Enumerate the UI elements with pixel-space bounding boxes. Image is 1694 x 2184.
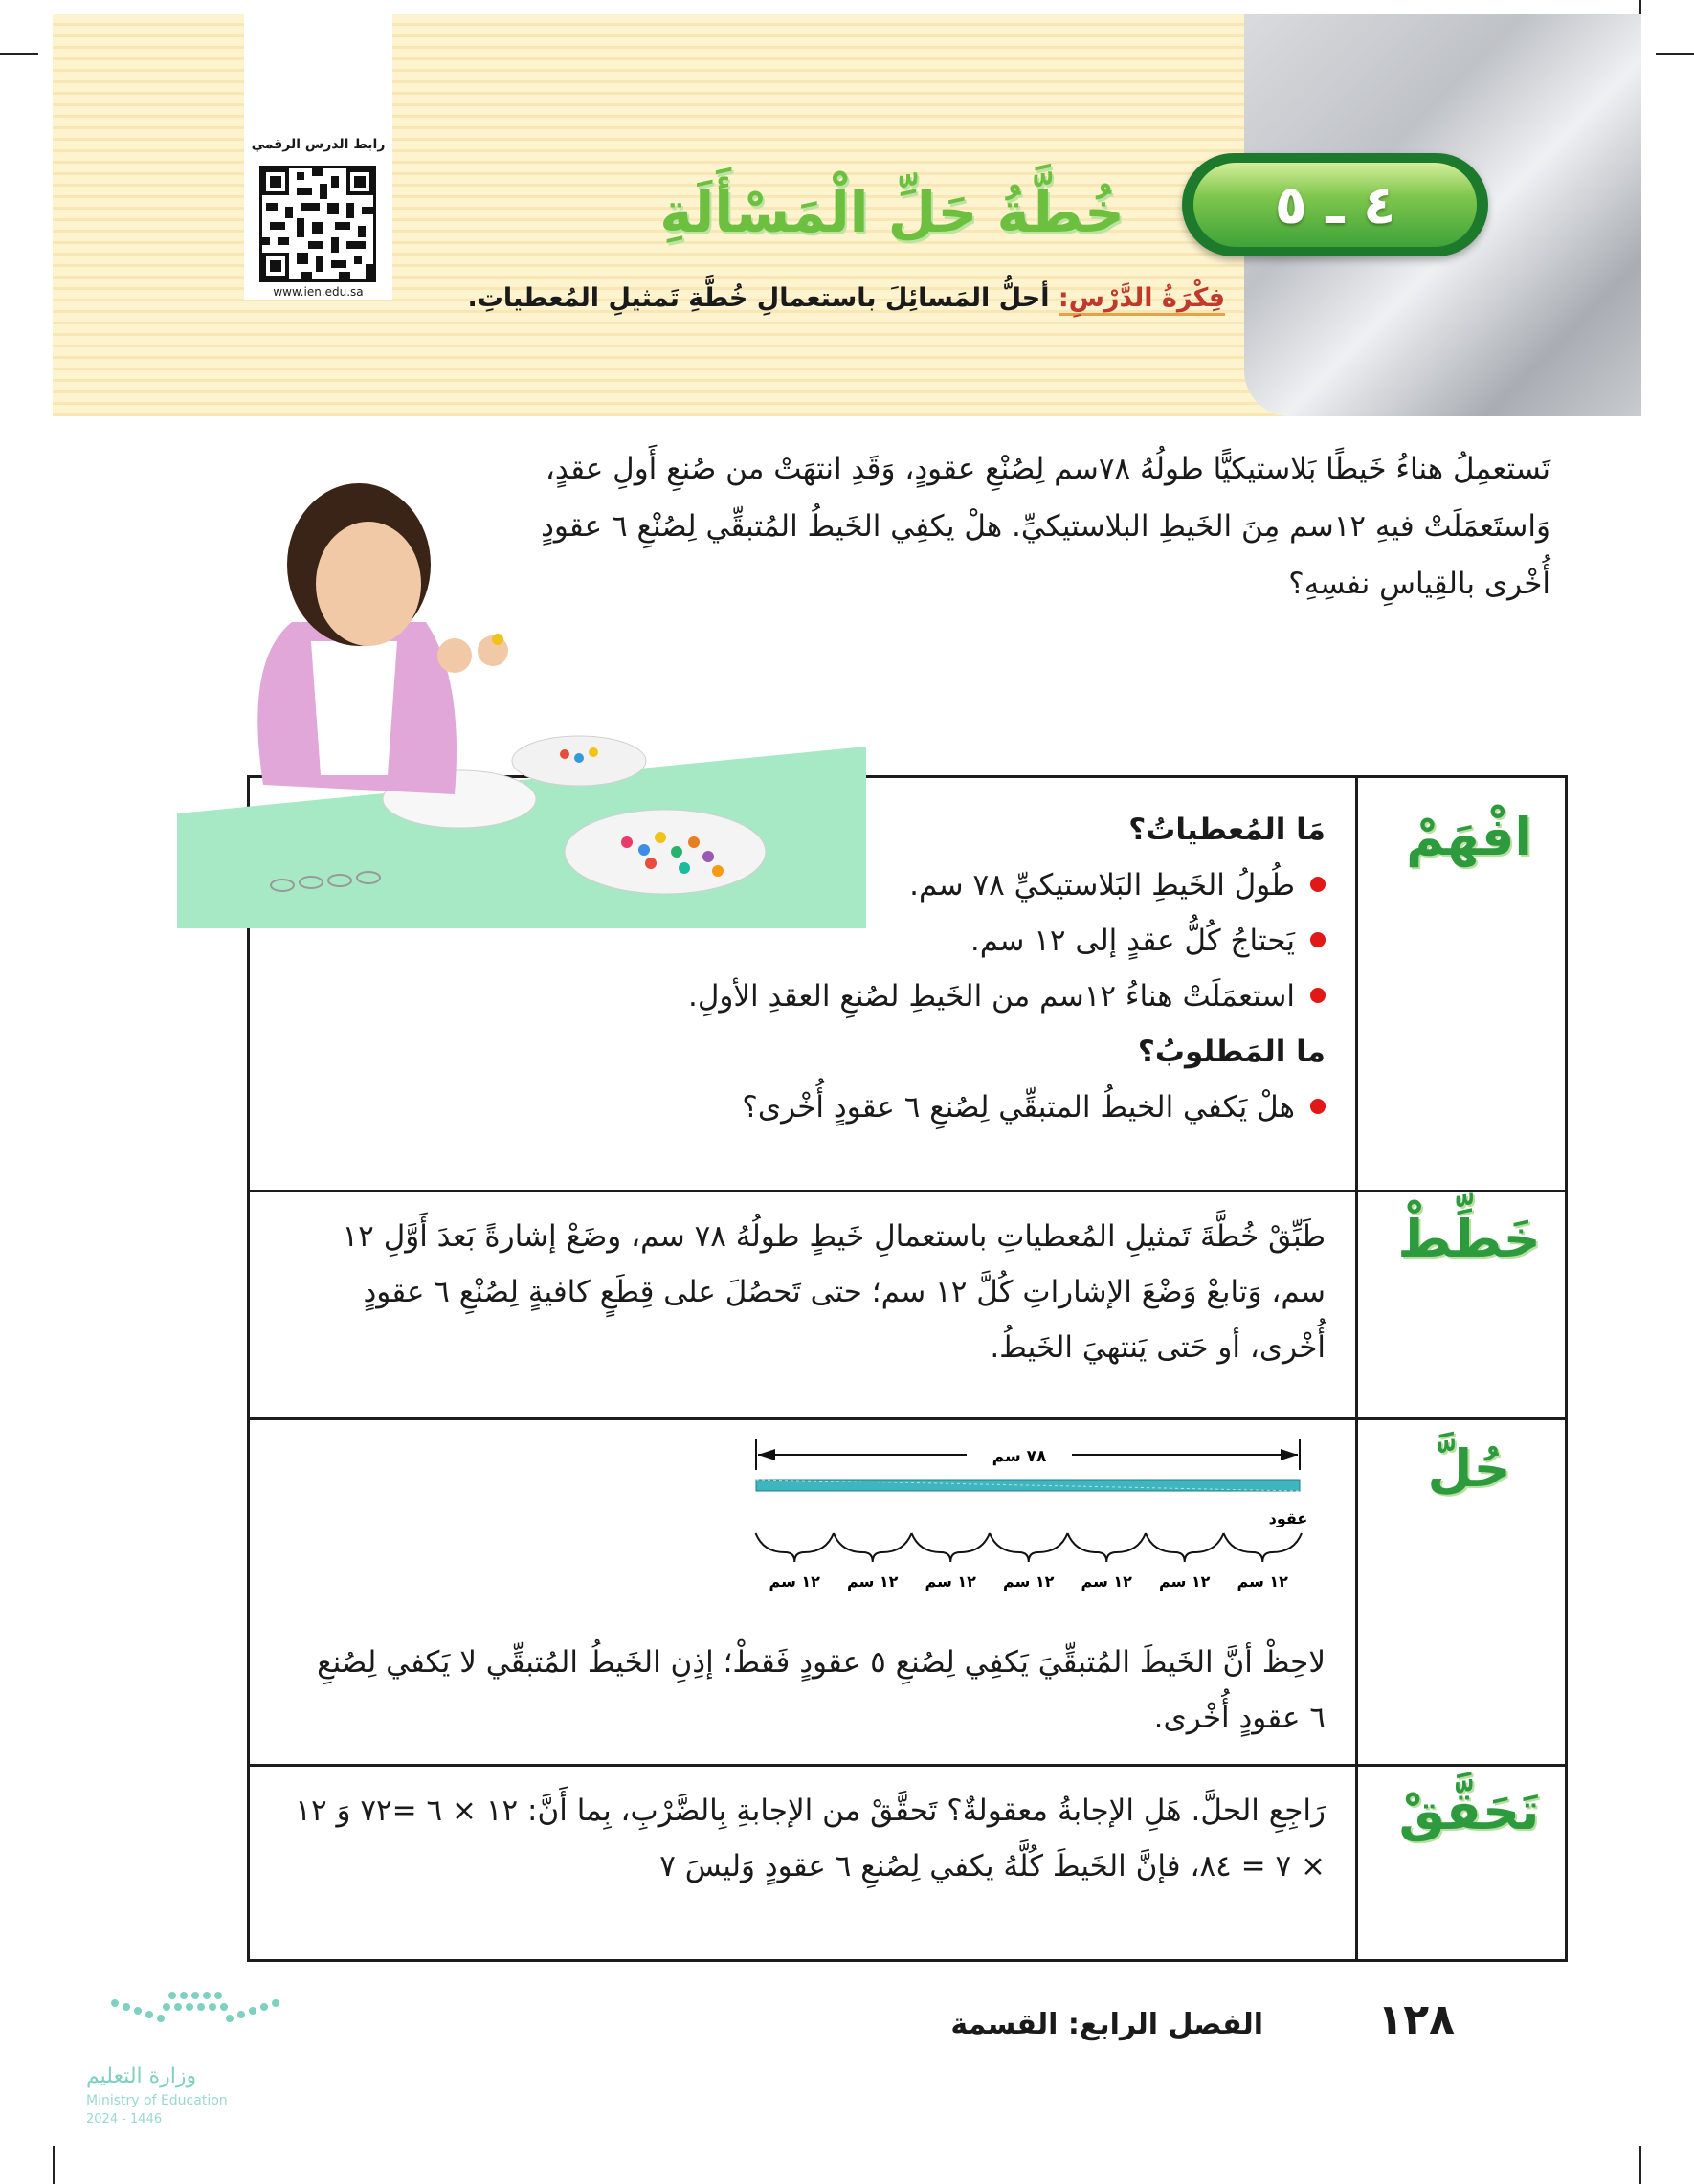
segment-label: ١٢ سم (769, 1572, 820, 1591)
list-item-text: استعمَلَتْ هناءُ ١٢سم من الخَيطِ لصُنعِ العقدِ الأولِ. (688, 979, 1295, 1014)
list-item (464, 1080, 1326, 1135)
lesson-number-badge-inner (1193, 163, 1477, 247)
row-separator (250, 1764, 1565, 1767)
plan-content: طَبِّقْ خُطَّةَ تَمثيلِ المُعطياتِ باستعمالِ خَيطٍ طولُهُ ٧٨ سم، وضَعْ إشارةً بَعدَ أَوَّلِ ١٢ سم، وَتابعْ وَضْعَ الإشاراتِ كُلَّ ١٢ سم؛ حتى تَحصُلَ على قِطَعٍ كافيةٍ لِصُنْعِ ٦ عقودٍ أُخْرى، أو حَتى يَنتهيَ الخَيطُ. (342, 1219, 1326, 1365)
crop-mark (1639, 2146, 1641, 2184)
girl-with-beads-photo (177, 450, 866, 928)
segment-label: ١٢ سم (847, 1572, 899, 1591)
lesson-number: ٤ ـ ٥ (1274, 173, 1396, 236)
qr-code-icon[interactable] (259, 166, 376, 282)
segment-brace (1146, 1533, 1224, 1562)
crop-mark (1656, 53, 1694, 55)
stage-label-understand: افْهَمْ (1406, 807, 1532, 867)
edition-year: 2024 - 1446 (86, 2112, 163, 2127)
segment-brace (1224, 1533, 1303, 1562)
problem-solving-table (247, 775, 1568, 1962)
page-number: ١٢٨ (1377, 1995, 1455, 2044)
stage-label-solve: حُلَّ (1427, 1438, 1511, 1499)
segment-label: ١٢ سم (1159, 1572, 1211, 1591)
qr-url[interactable]: www.ien.edu.sa (273, 285, 364, 299)
problem-statement: تَستعمِلُ هناءُ خَيطًا بَلاستيكيًّا طولُهُ ٧٨سم لِصُنْعِ عقودٍ، وَقَدِ انتهَتْ من صُنعِ أَولِ عقدٍ، وَاستَعمَلَتْ فيهِ ١٢سم مِنَ الخَيطِ البلاستيكيِّ. هلْ يكفِي الخَيطُ المُتبقِّي لِصُنْعِ ٦ عقودٍ أُخْرى بالقِياسِ نفسِهِ؟ (541, 452, 1550, 601)
qr-pattern (262, 168, 373, 279)
solve-conclusion: لاحِظْ أنَّ الخَيطَ المُتبقِّيَ يَكفِي لِصُنعِ ٥ عقودٍ فَقطْ؛ إذِنِ الخَيطُ المُتبقِّي لا يَكفي لِصُنعِ ٦ عقودٍ أُخْرى. (317, 1645, 1326, 1735)
segment-brace (756, 1533, 835, 1562)
plate (565, 810, 766, 894)
lesson-idea (364, 283, 1225, 313)
qr-card (244, 14, 392, 300)
row-separator (250, 1417, 1565, 1420)
crop-mark (53, 2146, 55, 2184)
required-heading: ما المَطلوبُ؟ (1137, 1035, 1326, 1069)
bullet-icon (1310, 988, 1326, 1003)
lesson-idea-label: فِكْرَةُ الدَّرْسِ: (1059, 283, 1225, 316)
lesson-idea-text: أحلُّ المَسائِلَ باستعمالِ خُطَّةِ تَمثيلِ المُعطياتِ. (467, 283, 1050, 313)
stage-label-check: تَحَقَّقْ (1398, 1781, 1540, 1841)
necklaces-label: عقود (1268, 1509, 1308, 1527)
arrow-left-icon (758, 1449, 775, 1460)
segment-label: ١٢ سم (1237, 1572, 1288, 1591)
qr-label: رابط الدرس الرقمي (251, 137, 386, 152)
ministry-logo (86, 1986, 297, 2158)
white-shirt (311, 641, 397, 775)
list-item-text: هلْ يَكفي الخيطُ المتبقِّي لِصُنعِ ٦ عقودٍ أُخْرى؟ (742, 1090, 1295, 1125)
lesson-title: خُطَّةُ حَلِّ الْمَسْأَلَةِ (659, 180, 1125, 245)
ministry-logo-icon (86, 1986, 297, 2062)
segment-brace (834, 1533, 912, 1562)
segment-label: ١٢ سم (1003, 1572, 1055, 1591)
string-diagram (680, 1434, 1330, 1616)
crop-mark (0, 53, 38, 55)
chapter-title: الفصل الرابع: القسمة (950, 2008, 1263, 2041)
check-content: رَاجِعِ الحلَّ. هَلِ الإجابةُ معقولةٌ؟ تَحقَّقْ من الإجابةِ بِالضَّرْبِ، بِما أَنَّ: ١٢ × ٦ =٧٢ وَ ١٢ × ٧ = ٨٤، فإنَّ الخَيطَ كُلَّهُ يكفي لِصُنعِ ٦ عقودٍ وَليسَ ٧ (295, 1794, 1326, 1883)
ministry-name-ar: وزارة التعليم (86, 2064, 197, 2088)
required-list (464, 1080, 1326, 1135)
stage-label-plan: خَطِّطْ (1397, 1209, 1541, 1269)
table-divider (1355, 778, 1358, 1959)
total-length-label: ٧٨ سم (992, 1447, 1047, 1466)
given-heading: مَا المُعطياتُ؟ (1128, 813, 1326, 847)
bead-in-hand (492, 634, 503, 645)
arrow-right-icon (1281, 1449, 1298, 1460)
ministry-name-en: Ministry of Education (86, 2093, 228, 2108)
list-item (464, 969, 1326, 1024)
hand (437, 638, 472, 673)
segments-group (756, 1533, 1303, 1591)
bullet-icon (1310, 1099, 1326, 1114)
segment-label: ١٢ سم (1081, 1572, 1132, 1591)
segment-label: ١٢ سم (925, 1572, 976, 1591)
bullet-icon (1310, 877, 1326, 892)
list-item-text: يَحتاجُ كُلُّ عقدٍ إلى ١٢ سم. (970, 924, 1295, 958)
segment-brace (990, 1533, 1068, 1562)
list-item-text: طُولُ الخَيطِ البَلاستيكيِّ ٧٨ سم. (909, 868, 1295, 903)
row-separator (250, 1190, 1565, 1192)
face (316, 522, 421, 646)
segment-brace (1068, 1533, 1147, 1562)
bullet-icon (1310, 932, 1326, 947)
segment-brace (912, 1533, 991, 1562)
